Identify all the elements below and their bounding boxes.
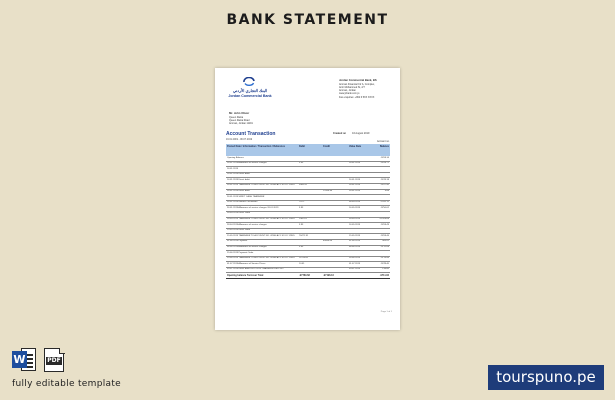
cell-date: 01.07.2019 xyxy=(349,262,360,265)
cell-credit xyxy=(322,162,348,163)
brand-badge[interactable]: tourspuno.pe xyxy=(488,365,604,390)
cell-date: 16.01.2019 xyxy=(349,178,360,181)
cell-debit xyxy=(298,173,322,174)
bank-address-line: Amir Mohammed St, 2/7 xyxy=(339,85,365,89)
bank-address-line: Amman, Jordan xyxy=(339,89,356,93)
cell-credit xyxy=(322,262,348,263)
cell-credit xyxy=(322,201,348,202)
customer-address-line: Queen Rania xyxy=(229,115,244,119)
cell-credit xyxy=(322,234,348,235)
customer-address-line: Amman, Jordan 11191 xyxy=(229,122,253,126)
cell-info: 01.06.2019 Payment xyxy=(227,240,248,243)
cell-debit: 74.71 xyxy=(299,201,305,204)
cell-balance: 9.88 xyxy=(384,190,389,193)
word-letter: W xyxy=(13,353,26,366)
cell-date: 06.06.2019 xyxy=(349,246,360,248)
cell-credit xyxy=(322,212,348,213)
cell-credit xyxy=(322,268,348,269)
cell-date: 28.04.2019 xyxy=(349,218,360,221)
column-header: Debit xyxy=(299,145,305,148)
bank-name-english: Jordan Commercial Bank xyxy=(228,94,272,98)
cell-balance: -9708.49 xyxy=(380,223,389,226)
cell-balance: 134.60 xyxy=(382,268,389,271)
cell-credit xyxy=(322,229,348,230)
cell-debit xyxy=(298,229,322,230)
cell-balance xyxy=(370,173,390,174)
cell-info: Opening Balance xyxy=(227,156,244,159)
bank-address-line: Jordan Commercial Bank, BS xyxy=(339,79,377,82)
cell-info: 15.06.2019 Payment Order xyxy=(227,251,254,254)
pdf-fold xyxy=(59,348,65,354)
pdf-label: PDF xyxy=(47,357,61,364)
cell-info: 26.01.2019 SWIFT CASH TRANSFER xyxy=(227,195,265,198)
cell-date: 26.01.2019 xyxy=(349,184,360,187)
cell-balance: -9751.11 xyxy=(380,201,389,204)
totals-debit: -97789.68 xyxy=(299,273,310,277)
cell-info: 03.07.2019 Direct debit 03.07.2019 TRANSFER DEPOSIT xyxy=(227,268,284,271)
cell-date xyxy=(348,156,370,157)
cell-credit xyxy=(322,195,348,196)
cell-info: 26.01.2019 TRANSFER TO ACCOUNT NO. 42344 ACC 49 JO 12345 xyxy=(227,184,295,187)
cell-balance xyxy=(370,167,390,168)
cell-debit xyxy=(298,268,322,269)
cell-debit xyxy=(298,190,322,191)
cell-credit xyxy=(322,223,348,224)
table-body xyxy=(226,156,390,273)
cell-info: 15.05.2019 TRANSFER TO ACCOUNT NO. 42344 ACC 49 JO 12345 xyxy=(227,234,295,237)
cell-balance: -9712.08 xyxy=(380,246,389,248)
word-icon[interactable] xyxy=(12,348,38,372)
statement-period: 16.01.2019 - 06.07.2019 xyxy=(226,138,253,141)
page-title: BANK STATEMENT xyxy=(226,12,389,28)
totals-credit: -97198.16 xyxy=(323,273,334,277)
cell-balance: -9750.62 xyxy=(380,206,389,209)
cell-date: 01.06.2019 xyxy=(349,240,360,243)
cell-info: 16.01.2019 xyxy=(227,167,238,170)
bank-name-arabic: البنك التجاري الأردني xyxy=(232,88,268,93)
cell-debit: 3.93 xyxy=(299,206,304,209)
cell-credit: 89990.00 xyxy=(323,240,333,243)
customer-name: Mr. John Oliver xyxy=(229,111,250,115)
cell-date: 26.06.2019 xyxy=(349,257,360,260)
cell-date: 16.05.2019 xyxy=(349,223,360,226)
column-header: Balance xyxy=(379,145,389,148)
cell-date xyxy=(348,229,370,230)
bank-logo-icon xyxy=(243,77,255,87)
cell-info: 28.04.2019 Allowance of service charges xyxy=(227,223,267,226)
transactions-table xyxy=(226,144,390,279)
cell-date: 16.05.2019 xyxy=(349,206,360,209)
cell-balance: -9743.18 xyxy=(380,178,389,181)
cell-info: 01.07.2019 Allowance of Service Prices xyxy=(227,262,266,265)
cell-credit: 17899.44 xyxy=(323,190,333,193)
cell-date: 06.04.2019 xyxy=(349,201,360,204)
cell-debit xyxy=(298,251,322,252)
cell-debit: 11783.00 xyxy=(299,257,308,260)
format-icons xyxy=(12,348,72,372)
cell-info: 16.01.2019 Direct debit xyxy=(227,173,250,176)
cell-credit xyxy=(322,167,348,168)
cell-credit xyxy=(322,218,348,219)
cell-info: 28.04.2019 Direct Debit xyxy=(227,212,250,215)
bank-address-line: www.jcbank.com.jo xyxy=(339,92,360,96)
cell-info: 28.04.2019 TRANSFER TO ACCOUNT NO. 42344 ACC 49 JO 12345 xyxy=(227,218,295,221)
cell-info: 25.06.2019 TRANSFER TO ACCOUNT NO. 42344 ACC 49 JO 12345 xyxy=(227,257,295,260)
account-title: Account Transaction xyxy=(226,131,276,137)
cell-info: 16.01.2019 Allowance of service charges xyxy=(227,162,267,165)
column-header: Credit xyxy=(323,145,330,148)
cell-credit xyxy=(322,257,348,258)
customer-address xyxy=(229,112,253,125)
column-header: Posted Date / Information / Transaction / Reference xyxy=(227,145,285,148)
cell-credit xyxy=(322,184,348,185)
totals-date xyxy=(348,273,370,274)
cell-info: 06.06.2019 Allowance of service charges xyxy=(227,246,267,248)
cell-debit: 76471.91 xyxy=(299,234,309,237)
cell-date xyxy=(348,167,370,168)
cell-balance xyxy=(370,229,390,230)
page-number: Page 1 of 1 xyxy=(380,311,392,314)
cell-balance: -9708.71 xyxy=(380,162,389,165)
totals-label: Opening balance Turnover Total xyxy=(227,273,264,277)
cell-debit xyxy=(298,240,322,241)
bank-address xyxy=(339,79,397,99)
cell-info: 16.01.2019 Direct debit xyxy=(227,178,250,181)
cell-info: 26.01.2019 Interest Calculation xyxy=(227,201,258,204)
cell-date: 16.01.2019 xyxy=(349,162,360,165)
bank-logo xyxy=(225,77,275,103)
cell-debit xyxy=(298,156,322,157)
customer-address-line: Queen Rania Road xyxy=(229,119,250,122)
cell-info: 26.01.2019 Allowance of service charges 26.01.2019 xyxy=(227,206,279,209)
bank-address-line: Fax enquiries: +962 6 5XX XXXX xyxy=(339,95,375,99)
column-header: Value Date xyxy=(349,145,362,148)
created-on xyxy=(333,132,369,135)
cell-date xyxy=(348,195,370,196)
cell-date xyxy=(348,212,370,213)
cell-credit xyxy=(322,173,348,174)
cell-balance: -11328.68 xyxy=(379,218,389,221)
cell-credit xyxy=(322,156,348,157)
cell-debit: 3.93 xyxy=(299,162,304,165)
cell-debit xyxy=(298,167,322,168)
cell-balance: -9713.46 xyxy=(380,257,389,260)
cell-balance xyxy=(370,195,390,196)
cell-credit xyxy=(322,246,348,247)
totals-row xyxy=(226,273,390,279)
cell-balance: -9708.16 xyxy=(380,156,389,159)
cell-credit xyxy=(322,251,348,252)
cell-debit: 1982.61 xyxy=(299,218,307,221)
cell-balance: -9707.90 xyxy=(380,184,389,187)
cell-debit: 3.93 xyxy=(299,246,304,248)
cell-info: 26.01.2019 Direct debit xyxy=(227,190,250,193)
cell-credit xyxy=(322,206,348,207)
cell-debit: 10.61 xyxy=(299,262,305,265)
cell-date xyxy=(348,251,370,252)
bank-address-line: Amman Financial Ctr A, Complex, xyxy=(339,82,375,86)
cell-debit: 3985.92 xyxy=(299,184,307,187)
account-number: Account no. xyxy=(377,140,390,143)
cell-date xyxy=(348,173,370,174)
statement-document[interactable] xyxy=(215,68,400,330)
pdf-icon[interactable] xyxy=(44,348,64,372)
cell-balance: -9749.40 xyxy=(380,262,389,265)
cell-debit: 3.93 xyxy=(299,223,304,226)
cell-balance: -9708.46 xyxy=(380,234,389,237)
totals-balance: -9711.84 xyxy=(379,273,389,277)
cell-balance xyxy=(370,212,390,213)
created-date: 16 August 2019 xyxy=(352,132,370,135)
cell-date: 26.01.2019 xyxy=(349,190,360,193)
editable-note: fully editable template xyxy=(12,379,121,389)
cell-date: 03.07.2019 xyxy=(349,268,360,271)
table-header xyxy=(226,144,390,156)
cell-date: 15.05.2019 xyxy=(349,234,360,237)
created-label: Created on xyxy=(333,132,347,135)
cell-balance xyxy=(370,251,390,252)
cell-debit xyxy=(298,195,322,196)
cell-info: 15.05.2019 Direct Debit xyxy=(227,229,250,232)
cell-credit xyxy=(322,178,348,179)
cell-balance: 965.41 xyxy=(382,240,389,243)
cell-debit xyxy=(298,178,322,179)
cell-debit xyxy=(298,212,322,213)
